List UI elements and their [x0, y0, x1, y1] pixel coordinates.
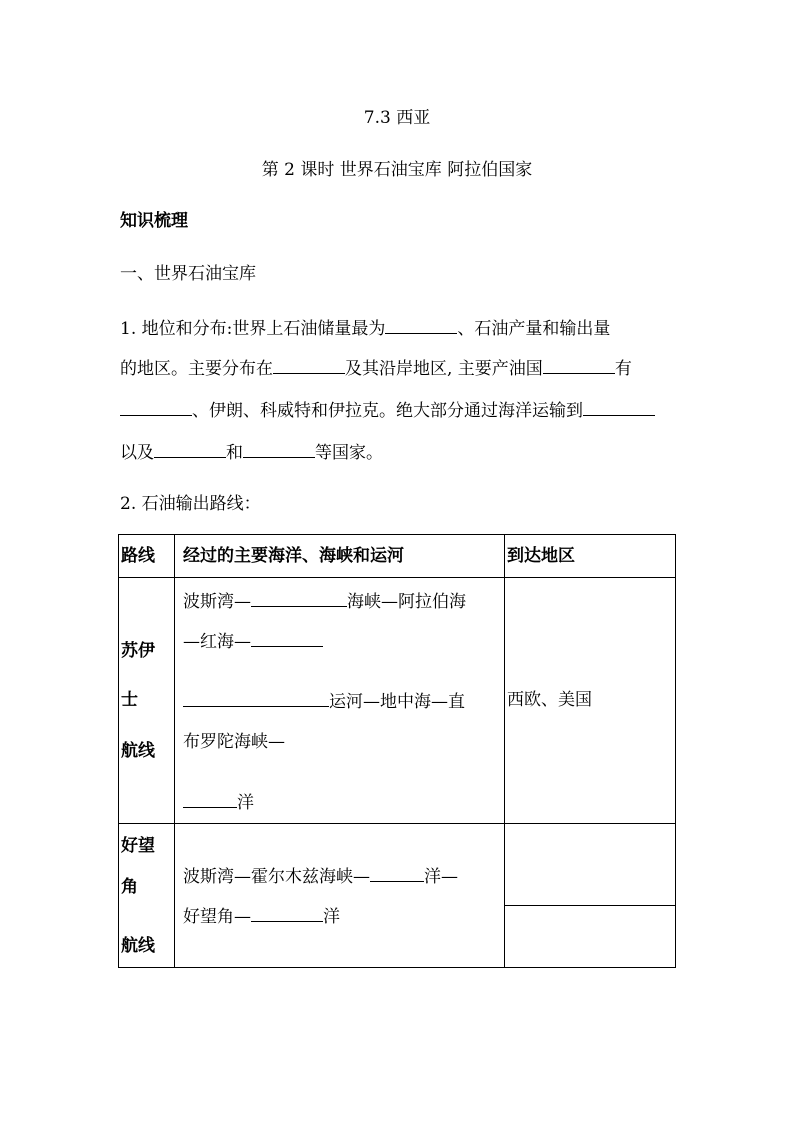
answer-blank[interactable] [243, 441, 315, 458]
path-line [183, 905, 340, 927]
question-2: 2. 石油输出路线： [120, 494, 261, 514]
answer-blank[interactable] [183, 791, 237, 808]
q1-text: 1. 地位和分布:世界上石油储量最为 [120, 319, 386, 339]
path-text: 洋 [323, 907, 340, 927]
answer-blank[interactable] [120, 399, 192, 416]
table-border [504, 534, 505, 968]
path-text: 洋— [424, 867, 458, 887]
route-name-line: 角 [121, 877, 138, 897]
q1-text: 、石油产量和输出量 [457, 319, 611, 339]
section-label: 知识梳理 [120, 211, 188, 231]
path-line [183, 690, 465, 712]
path-text: 运河—地中海—直 [329, 692, 465, 712]
route-name-line: 苏伊 [121, 641, 155, 661]
question-1-line-3 [120, 399, 655, 421]
answer-blank[interactable] [583, 399, 655, 416]
path-text: 海峡—阿拉伯海 [347, 592, 466, 612]
table-header-destination: 到达地区 [507, 546, 575, 566]
table-border [174, 534, 175, 968]
q1-text: 等国家。 [315, 443, 383, 463]
route-name-line: 士 [121, 690, 138, 710]
table-header-route: 路线 [121, 546, 155, 566]
section-heading: 一、世界石油宝库 [120, 264, 256, 284]
answer-blank[interactable] [273, 357, 345, 374]
table-border [118, 534, 676, 535]
q1-text: 以及 [120, 443, 154, 463]
path-line [183, 865, 458, 887]
q1-text: 有 [614, 359, 632, 379]
path-line [183, 590, 466, 612]
answer-blank[interactable] [251, 905, 323, 922]
route-name-line: 航线 [121, 936, 155, 956]
q1-text: 和 [226, 443, 243, 463]
page-title: 7.3 西亚 [363, 108, 431, 128]
answer-blank[interactable] [370, 865, 424, 882]
answer-blank[interactable] [251, 630, 323, 647]
answer-blank[interactable] [183, 690, 329, 707]
answer-blank[interactable] [251, 590, 347, 607]
table-header-path: 经过的主要海洋、海峡和运河 [183, 546, 404, 566]
route-name-line: 航线 [121, 741, 155, 761]
path-text: 波斯湾— [183, 592, 251, 612]
table-border [504, 905, 676, 906]
answer-blank[interactable] [385, 317, 457, 334]
path-line [183, 791, 254, 813]
question-1-line-4 [120, 441, 383, 463]
question-1-line-2 [120, 357, 632, 379]
question-1-line-1 [120, 317, 610, 339]
table-border [675, 534, 676, 968]
answer-blank[interactable] [543, 357, 615, 374]
path-text: 波斯湾—霍尔木兹海峡— [183, 867, 370, 887]
path-line [183, 630, 323, 652]
table-border [118, 534, 119, 968]
q1-text: 及其沿岸地区, 主要产油国 [345, 359, 543, 379]
lesson-subtitle: 第 2 课时 世界石油宝库 阿拉伯国家 [261, 160, 533, 180]
destination-cell: 西欧、美国 [507, 690, 592, 710]
q1-text: 的地区。主要分布在 [120, 359, 273, 379]
path-text: —红海— [183, 632, 251, 652]
route-name-line: 好望 [121, 836, 155, 856]
path-text: 好望角— [183, 907, 251, 927]
destination-blank-cell[interactable] [507, 910, 673, 964]
table-border [118, 967, 676, 968]
destination-blank-cell[interactable] [507, 835, 673, 895]
table-border [118, 577, 676, 578]
answer-blank[interactable] [154, 441, 226, 458]
q1-text: 、伊朗、科威特和伊拉克。绝大部分通过海洋运输到 [192, 401, 583, 421]
path-line: 布罗陀海峡— [183, 732, 285, 752]
table-border [118, 823, 676, 824]
path-text: 洋 [237, 793, 254, 813]
